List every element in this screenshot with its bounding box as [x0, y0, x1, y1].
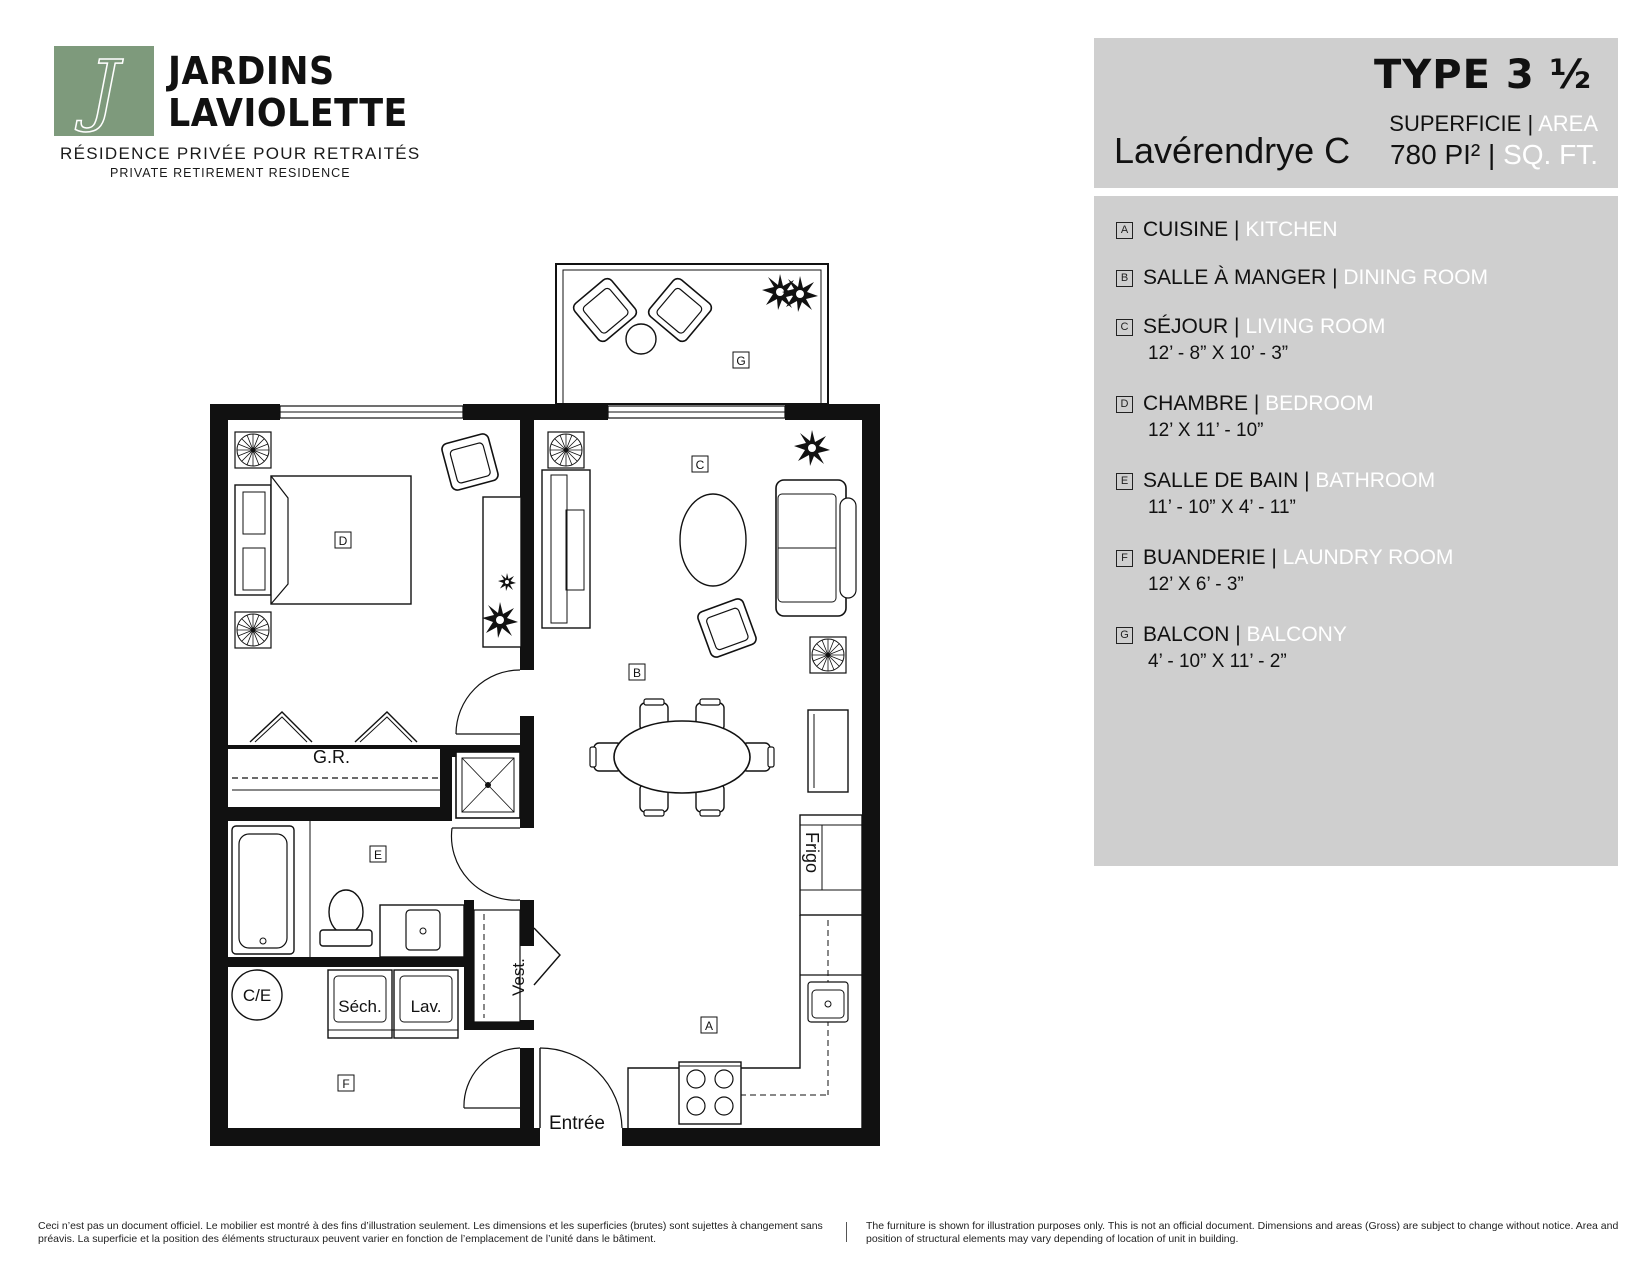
room-name-en: BATHROOM [1315, 469, 1436, 492]
room-dimensions: 12’ X 11’ - 10” [1148, 420, 1264, 441]
tag-f: F [342, 1077, 350, 1091]
label-entree: Entrée [549, 1113, 605, 1134]
area-value-en: SQ. FT. [1503, 139, 1598, 170]
room-entry: C SÉJOUR | LIVING ROOM 12’ - 8” X 10’ - 3” [1116, 313, 1385, 365]
tagline-en: PRIVATE RETIREMENT RESIDENCE [110, 166, 351, 180]
room-key: E [1116, 473, 1133, 490]
room-name-en: BEDROOM [1265, 392, 1374, 415]
disclaimer-en: The furniture is shown for illustration purposes only. This is not an official document. Dimensions and areas (Gross) are subject to change without notice. Area and position of structural elements may vary depending of location of unit in building. [866, 1220, 1619, 1245]
room-entry: E SALLE DE BAIN | BATHROOM 11’ - 10” X 4’ - 11” [1116, 467, 1435, 519]
room-name-fr: CHAMBRE [1143, 392, 1249, 415]
tag-g: G [736, 354, 746, 368]
room-dimensions: 12’ X 6’ - 3” [1148, 574, 1244, 595]
room-key: C [1116, 319, 1133, 336]
room-name-fr: BUANDERIE [1143, 546, 1266, 569]
model-name: Lavérendrye C [1114, 130, 1351, 171]
unit-type: TYPE 3 ½ [1374, 52, 1592, 98]
label-lav: Lav. [410, 997, 442, 1016]
room-entry: B SALLE À MANGER | DINING ROOM [1116, 264, 1488, 292]
room-name-fr: SÉJOUR [1143, 315, 1229, 338]
room-key: D [1116, 396, 1133, 413]
room-name-en: LIVING ROOM [1245, 315, 1386, 338]
logo-letter: J [88, 46, 120, 135]
room-entry: D CHAMBRE | BEDROOM 12’ X 11’ - 10” [1116, 390, 1374, 442]
room-key: G [1116, 627, 1133, 644]
room-key: A [1116, 222, 1133, 239]
room-dimensions: 4’ - 10” X 11’ - 2” [1148, 651, 1287, 672]
room-key: F [1116, 550, 1133, 567]
area-label-fr: SUPERFICIE [1389, 111, 1522, 136]
area-label-sep: | [1527, 111, 1534, 136]
area-label-en: AREA [1538, 111, 1598, 136]
tag-c: C [695, 458, 705, 472]
label-gr: G.R. [313, 747, 351, 767]
room-name-fr: SALLE À MANGER [1143, 266, 1327, 289]
area-value-fr: 780 PI² [1389, 139, 1481, 170]
room-entry: G BALCON | BALCONY 4’ - 10” X 11’ - 2” [1116, 621, 1347, 673]
brand-line-2: LAVIOLETTE [168, 91, 408, 135]
label-frigo: Frigo [802, 832, 822, 874]
room-dimensions: 12’ - 8” X 10’ - 3” [1148, 343, 1289, 364]
tag-e: E [373, 848, 383, 862]
brand-line-1: JARDINS [168, 49, 335, 93]
room-entry: A CUISINE | KITCHEN [1116, 216, 1338, 244]
tag-b: B [632, 666, 642, 680]
room-name-en: LAUNDRY ROOM [1282, 546, 1454, 569]
room-name-en: BALCONY [1246, 623, 1347, 646]
room-name-fr: CUISINE [1143, 218, 1229, 241]
tag-a: A [704, 1019, 714, 1033]
room-key: B [1116, 270, 1133, 287]
label-vest: Vest. [509, 958, 528, 996]
label-sech: Séch. [338, 997, 382, 1016]
area-value-sep: | [1488, 139, 1496, 170]
room-name-fr: SALLE DE BAIN [1143, 469, 1299, 492]
label-ce: C/E [242, 986, 272, 1005]
room-name-en: KITCHEN [1245, 218, 1338, 241]
disclaimer-fr: Ceci n’est pas un document officiel. Le mobilier est montré à des fins d’illustration seulement. Les dimensions et les superficies (brutes) sont sujettes à changement sans préavis. La superficie et la position des éléments structuraux peuvent varier en fonction de l’emplacement de l’unité dans le bâtiment. [38, 1220, 823, 1245]
footer-divider [846, 1222, 847, 1242]
tag-d: D [338, 534, 348, 548]
room-dimensions: 11’ - 10” X 4’ - 11” [1148, 497, 1296, 518]
room-name-fr: BALCON [1143, 623, 1230, 646]
room-entry: F BUANDERIE | LAUNDRY ROOM 12’ X 6’ - 3” [1116, 544, 1453, 596]
tagline-fr: RÉSIDENCE PRIVÉE POUR RETRAITÉS [60, 144, 421, 163]
room-name-en: DINING ROOM [1343, 266, 1489, 289]
